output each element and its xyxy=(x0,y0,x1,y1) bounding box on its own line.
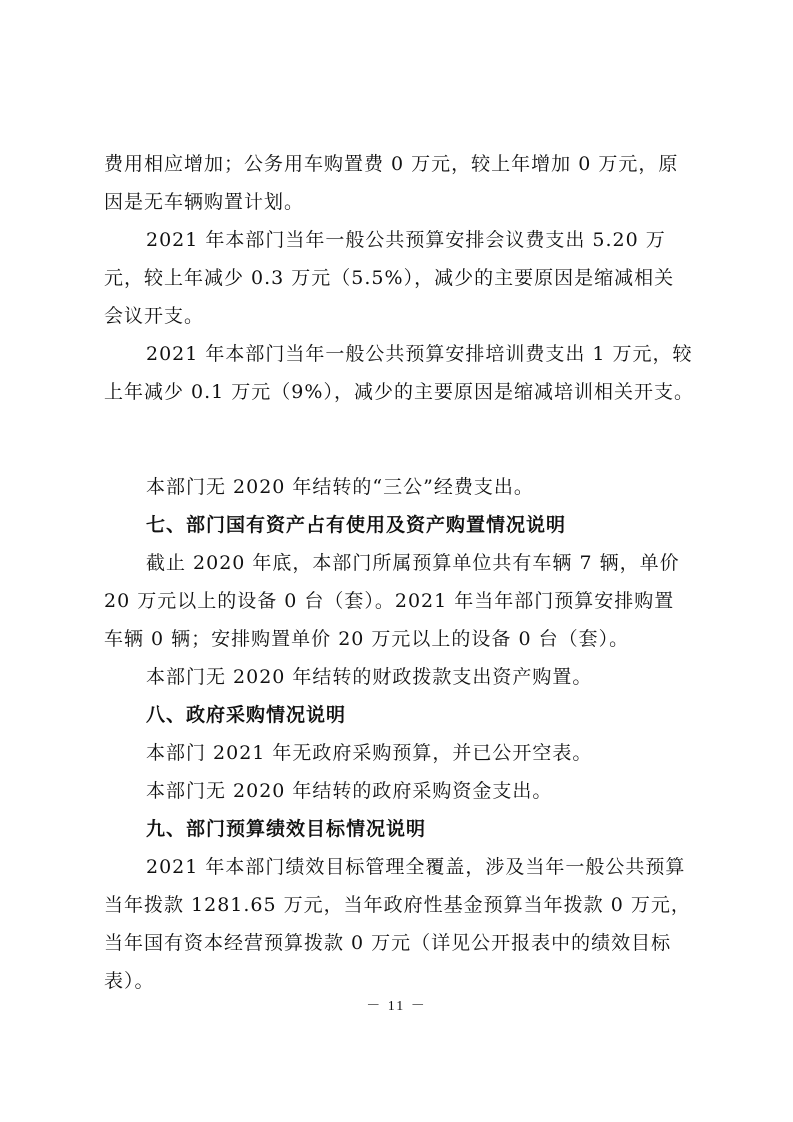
paragraph-asset-purchase-carryover: 本部门无 2020 年结转的财政拨款支出资产购置。 xyxy=(146,666,593,688)
paragraph-assets: 截止 2020 年底，本部门所属预算单位共有车辆 7 辆，单价 20 万元以上的设备 0 台（套）。2021 年当年部门预算安排购置车辆 0 辆；安排购置单价 20 万元以上的设备 0 台（套）。 xyxy=(104,552,680,650)
section-heading-procurement: 八、政府采购情况说明 xyxy=(146,704,347,726)
paragraph-vehicle-purchase: 费用相应增加；公务用车购置费 0 万元，较上年增加 0 万元，原因是无车辆购置计划。 xyxy=(104,153,679,213)
paragraph-performance-goals: 2021 年本部门绩效目标管理全覆盖，涉及当年一般公共预算当年拨款 1281.65 万元，当年政府性基金预算当年拨款 0 万元，当年国有资本经营预算拨款 0 万元（详见公开报表中的绩效目标表）。 xyxy=(104,856,691,992)
paragraph-procurement-budget: 本部门 2021 年无政府采购预算，并已公开空表。 xyxy=(146,742,593,764)
page-number: － 11 － xyxy=(366,999,427,1014)
paragraph-three-public-expenses: 本部门无 2020 年结转的“三公”经费支出。 xyxy=(146,476,534,498)
paragraph-procurement-carryover: 本部门无 2020 年结转的政府采购资金支出。 xyxy=(146,780,553,802)
section-heading-assets: 七、部门国有资产占有使用及资产购置情况说明 xyxy=(146,514,567,536)
paragraph-training-fees: 2021 年本部门当年一般公共预算安排培训费支出 1 万元，较上年减少 0.1 万元（9%），减少的主要原因是缩减培训相关开支。 xyxy=(104,343,694,403)
section-heading-performance-goals: 九、部门预算绩效目标情况说明 xyxy=(146,818,427,840)
paragraph-meeting-fees: 2021 年本部门当年一般公共预算安排会议费支出 5.20 万元，较上年减少 0.3 万元（5.5%），减少的主要原因是缩减相关会议开支。 xyxy=(104,229,675,327)
